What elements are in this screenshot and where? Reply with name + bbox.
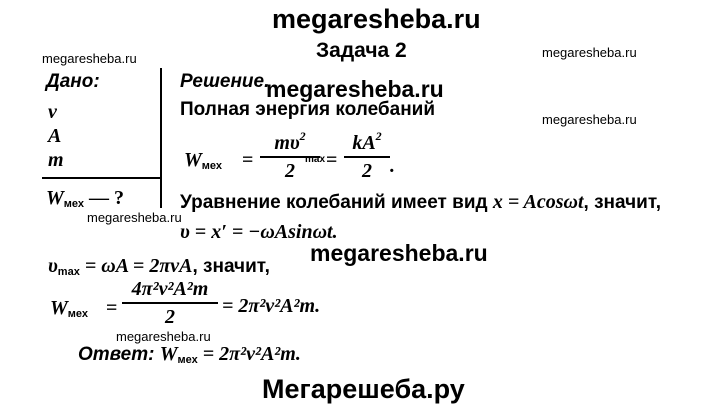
solution-label: Решение. xyxy=(180,71,270,92)
watermark-small-bottom: megaresheba.ru xyxy=(116,329,211,344)
eq1-lhs: $W_{мех}$ xyxy=(184,149,223,172)
given-label: Дано: xyxy=(46,71,100,92)
given-vertical-rule xyxy=(160,68,162,208)
eq1-eq-sign-2: = xyxy=(326,149,338,171)
watermark-small-right-top: megaresheba.ru xyxy=(542,45,637,60)
given-var-A: A xyxy=(48,125,62,147)
eq2-fraction: 4π²ν²A²m 2 xyxy=(122,278,218,328)
given-var-m: m xyxy=(48,149,64,171)
given-var-nu: ν xyxy=(48,101,57,123)
watermark-center: megaresheba.ru xyxy=(310,240,488,266)
solution-line-4: $\upsilon_{max} = \omega A = 2\pi\nu A$, значит, xyxy=(48,255,270,278)
find-quantity: $W_{мех}$ — ? xyxy=(46,187,125,210)
solution-line-1: Полная энергия колебаний xyxy=(180,99,436,120)
problem-title: Задача 2 xyxy=(316,39,407,62)
watermark-top: megaresheba.ru xyxy=(272,4,481,34)
solution-line-2: Уравнение колебаний имеет вид x = Acosωt, значит, xyxy=(180,191,661,213)
eq1-fraction-1: $m\upsilon^2$ 2 xyxy=(260,130,320,182)
eq2-lhs: $W_{мех}$ xyxy=(50,297,89,320)
watermark-small-right-mid: megaresheba.ru xyxy=(542,112,637,127)
answer-line: Ответ: $W_{мех} = 2\pi^2\nu^2A^2m$. xyxy=(78,343,301,366)
watermark-small-left-mid: megaresheba.ru xyxy=(87,210,182,225)
eq1-frac1-sub: max xyxy=(305,154,326,165)
eq2-eq-sign: = xyxy=(106,297,118,319)
watermark-middle: megaresheba.ru xyxy=(266,76,444,102)
eq1-fraction-2: $kA^2$ 2 xyxy=(344,130,390,182)
watermark-small-left: megaresheba.ru xyxy=(42,51,137,66)
solution-line-3: υ = x′ = −ωAsinωt. xyxy=(180,221,338,243)
eq1-end: . xyxy=(390,155,395,177)
watermark-bottom: Мегарешеба.ру xyxy=(262,374,465,404)
eq1-eq-sign-1: = xyxy=(242,149,254,171)
eq2-rhs: = 2π²ν²A²m. xyxy=(222,295,321,317)
given-divider xyxy=(42,177,160,179)
